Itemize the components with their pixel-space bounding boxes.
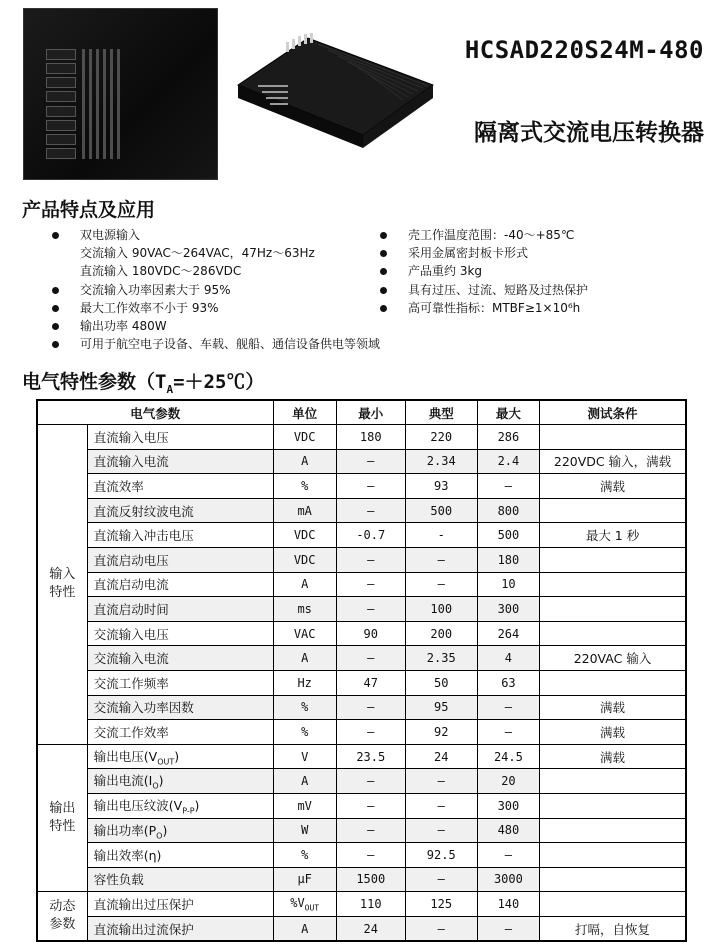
min-cell: 180	[336, 425, 405, 450]
max-cell: 800	[477, 498, 539, 523]
param-name: 直流启动电压	[87, 547, 273, 572]
connector-pins	[46, 49, 76, 159]
table-row	[37, 523, 686, 548]
param-name: 直流反射纹波电流	[87, 498, 273, 523]
unit-cell: mV	[273, 793, 336, 818]
table-row	[37, 547, 686, 572]
max-cell: 10	[477, 572, 539, 597]
typ-cell: 93	[405, 474, 477, 499]
feature-item	[380, 226, 710, 244]
unit-cell: mA	[273, 498, 336, 523]
bullet-icon	[380, 250, 387, 257]
unit-cell: μF	[273, 867, 336, 892]
max-cell: 264	[477, 621, 539, 646]
typ-cell: —	[405, 867, 477, 892]
product-name: 隔离式交流电压转换器	[474, 120, 704, 146]
table-row	[37, 498, 686, 523]
param-name: 交流工作效率	[87, 720, 273, 745]
spec-table	[36, 399, 687, 942]
param-name: 输出电压纹波$(V_{P-P})$	[87, 793, 273, 818]
feature-text: 具有过压、过流、短路及过热保护	[408, 282, 589, 297]
column-header: 最大	[477, 400, 539, 425]
table-row	[37, 769, 686, 794]
min-cell: —	[336, 547, 405, 572]
unit-cell: Hz	[273, 670, 336, 695]
group-label: 输出 特性	[37, 744, 87, 892]
min-cell: —	[336, 597, 405, 622]
feature-item	[52, 226, 382, 244]
unit-cell: W	[273, 818, 336, 843]
condition-cell	[540, 547, 686, 572]
min-cell: 24	[336, 916, 405, 941]
param-name: 直流输入电流	[87, 449, 273, 474]
feature-text: 交流输入功率因素大于 95%	[80, 282, 231, 297]
unit-cell: A	[273, 646, 336, 671]
unit-cell: V	[273, 744, 336, 769]
table-row	[37, 744, 686, 769]
min-cell: —	[336, 843, 405, 868]
max-cell: —	[477, 720, 539, 745]
unit-cell: VAC	[273, 621, 336, 646]
group-label: 输入 特性	[37, 425, 87, 745]
feature-text: 采用金属密封板卡形式	[408, 246, 529, 261]
feature-item	[380, 299, 710, 317]
features-right-list	[380, 226, 710, 317]
table-row	[37, 597, 686, 622]
max-cell: 286	[477, 425, 539, 450]
condition-cell	[540, 843, 686, 868]
table-row	[37, 916, 686, 941]
column-header: 最小	[336, 400, 405, 425]
param-name: 交流输入电流	[87, 646, 273, 671]
condition-cell	[540, 867, 686, 892]
condition-cell	[540, 425, 686, 450]
specs-heading-prefix: 电气特性参数（	[22, 371, 156, 393]
unit-cell: A	[273, 449, 336, 474]
table-row	[37, 670, 686, 695]
min-cell: 23.5	[336, 744, 405, 769]
param-name: 输出电流$(I_O)$	[87, 769, 273, 794]
table-row	[37, 474, 686, 499]
printed-label	[82, 49, 132, 159]
condition-cell: 满载	[540, 474, 686, 499]
column-header: 单位	[273, 400, 336, 425]
typ-cell: 92	[405, 720, 477, 745]
min-cell: —	[336, 720, 405, 745]
product-photo-front	[23, 8, 218, 180]
column-header: 测试条件	[540, 400, 686, 425]
table-row	[37, 793, 686, 818]
param-name: 直流启动电流	[87, 572, 273, 597]
min-cell: 110	[336, 892, 405, 917]
table-row	[37, 425, 686, 450]
max-cell: 20	[477, 769, 539, 794]
table-row	[37, 449, 686, 474]
min-cell: —	[336, 498, 405, 523]
column-header: 典型	[405, 400, 477, 425]
condition-cell: 打嗝，自恢复	[540, 916, 686, 941]
param-name: 交流输入功率因数	[87, 695, 273, 720]
feature-item	[380, 262, 710, 280]
param-name: 直流效率	[87, 474, 273, 499]
feature-text: 壳工作温度范围：-40～+85℃	[408, 228, 575, 242]
condition-cell	[540, 793, 686, 818]
unit-cell: VDC	[273, 425, 336, 450]
bullet-icon	[52, 305, 59, 312]
typ-cell: 50	[405, 670, 477, 695]
condition-cell	[540, 818, 686, 843]
min-cell: —	[336, 695, 405, 720]
table-row	[37, 843, 686, 868]
min-cell: —	[336, 646, 405, 671]
condition-cell: 最大 1 秒	[540, 523, 686, 548]
bullet-icon	[52, 323, 59, 330]
feature-item	[52, 317, 382, 335]
max-cell: 180	[477, 547, 539, 572]
features-left-list	[52, 226, 382, 353]
bullet-icon	[380, 268, 387, 275]
min-cell: —	[336, 474, 405, 499]
min-cell: —	[336, 793, 405, 818]
unit-cell: A	[273, 572, 336, 597]
max-cell: 3000	[477, 867, 539, 892]
max-cell: 300	[477, 597, 539, 622]
condition-cell	[540, 498, 686, 523]
param-name: 交流工作频率	[87, 670, 273, 695]
feature-item	[52, 299, 382, 317]
table-row	[37, 646, 686, 671]
condition-cell	[540, 597, 686, 622]
max-cell: —	[477, 695, 539, 720]
typ-cell: 92.5	[405, 843, 477, 868]
unit-cell: ms	[273, 597, 336, 622]
column-header: 电气参数	[37, 400, 273, 425]
min-cell: 90	[336, 621, 405, 646]
typ-cell: 24	[405, 744, 477, 769]
param-name: 输出功率$(P_O)$	[87, 818, 273, 843]
min-cell: 47	[336, 670, 405, 695]
product-photo-angled	[228, 30, 438, 150]
typ-cell: 220	[405, 425, 477, 450]
max-cell: —	[477, 916, 539, 941]
typ-cell: 200	[405, 621, 477, 646]
typ-cell: —	[405, 916, 477, 941]
feature-text: 输出功率 480W	[80, 319, 167, 334]
table-row	[37, 695, 686, 720]
bullet-icon	[52, 287, 59, 294]
max-cell: 4	[477, 646, 539, 671]
unit-cell: %	[273, 474, 336, 499]
typ-cell: 95	[405, 695, 477, 720]
condition-cell	[540, 621, 686, 646]
typ-cell: —	[405, 769, 477, 794]
condition-cell: 满载	[540, 720, 686, 745]
condition-cell	[540, 892, 686, 917]
table-row	[37, 621, 686, 646]
feature-text: 最大工作效率不小于 93%	[80, 300, 219, 315]
condition-cell	[540, 769, 686, 794]
unit-cell: %	[273, 720, 336, 745]
param-name: 交流输入电压	[87, 621, 273, 646]
max-cell: 140	[477, 892, 539, 917]
feature-text: 高可靠性指标：MTBF≥1×10⁶h	[408, 300, 581, 315]
max-cell: 300	[477, 793, 539, 818]
min-cell: 1500	[336, 867, 405, 892]
param-name: 输出电压$(V_{OUT})$	[87, 744, 273, 769]
feature-item	[380, 244, 710, 262]
condition-cell: 满载	[540, 744, 686, 769]
param-name: 直流启动时间	[87, 597, 273, 622]
typ-cell: —	[405, 818, 477, 843]
bullet-icon	[380, 287, 387, 294]
features-heading: 产品特点及应用	[22, 199, 156, 221]
max-cell: —	[477, 474, 539, 499]
specs-heading	[22, 367, 264, 396]
max-cell: 480	[477, 818, 539, 843]
param-name: 直流输入冲击电压	[87, 523, 273, 548]
bullet-icon	[380, 232, 387, 239]
unit-cell: $\%V_{OUT}$	[273, 892, 336, 917]
group-label: 动态 参数	[37, 892, 87, 942]
max-cell: 500	[477, 523, 539, 548]
typ-cell: 2.35	[405, 646, 477, 671]
typ-cell: 125	[405, 892, 477, 917]
unit-cell: %	[273, 695, 336, 720]
unit-cell: A	[273, 916, 336, 941]
feature-item	[52, 335, 382, 353]
max-cell: 2.4	[477, 449, 539, 474]
condition-cell	[540, 670, 686, 695]
max-cell: 24.5	[477, 744, 539, 769]
condition-cell: 满载	[540, 695, 686, 720]
condition-cell: 220VAC 输入	[540, 646, 686, 671]
unit-cell: VDC	[273, 523, 336, 548]
min-cell: —	[336, 572, 405, 597]
bullet-icon	[380, 305, 387, 312]
feature-text: 产品重约 3kg	[408, 264, 483, 279]
product-model: HCSAD220S24M-480	[464, 36, 704, 64]
unit-cell: VDC	[273, 547, 336, 572]
typ-cell: —	[405, 572, 477, 597]
param-name: 容性负载	[87, 867, 273, 892]
min-cell: —	[336, 769, 405, 794]
feature-subtext: 直流输入 180VDC～286VDC	[80, 264, 242, 279]
table-row	[37, 720, 686, 745]
typ-cell: 500	[405, 498, 477, 523]
table-row	[37, 818, 686, 843]
table-row	[37, 572, 686, 597]
param-name: 直流输出过压保护	[87, 892, 273, 917]
unit-cell: A	[273, 769, 336, 794]
feature-text: 双电源输入	[80, 228, 141, 242]
condition-cell	[540, 572, 686, 597]
feature-item	[380, 281, 710, 299]
table-row	[37, 867, 686, 892]
feature-text: 可用于航空电子设备、车载、舰船、通信设备供电等领域	[80, 337, 381, 352]
specs-heading-temp: $T_A=+25℃$）	[155, 371, 265, 396]
min-cell: -0.7	[336, 523, 405, 548]
typ-cell: 100	[405, 597, 477, 622]
param-name: 直流输出过流保护	[87, 916, 273, 941]
table-row	[37, 892, 686, 917]
min-cell: —	[336, 818, 405, 843]
typ-cell: -	[405, 523, 477, 548]
unit-cell: %	[273, 843, 336, 868]
max-cell: 63	[477, 670, 539, 695]
typ-cell: 2.34	[405, 449, 477, 474]
typ-cell: —	[405, 547, 477, 572]
spec-table-header	[37, 400, 686, 425]
param-name: 直流输入电压	[87, 425, 273, 450]
max-cell: —	[477, 843, 539, 868]
feature-item	[52, 281, 382, 299]
min-cell: —	[336, 449, 405, 474]
param-name: 输出效率(η)	[87, 843, 273, 868]
bullet-icon	[52, 232, 59, 239]
feature-subtext: 交流输入 90VAC～264VAC，47Hz～63Hz	[80, 246, 315, 261]
bullet-icon	[52, 341, 59, 348]
condition-cell: 220VDC 输入，满载	[540, 449, 686, 474]
typ-cell: —	[405, 793, 477, 818]
